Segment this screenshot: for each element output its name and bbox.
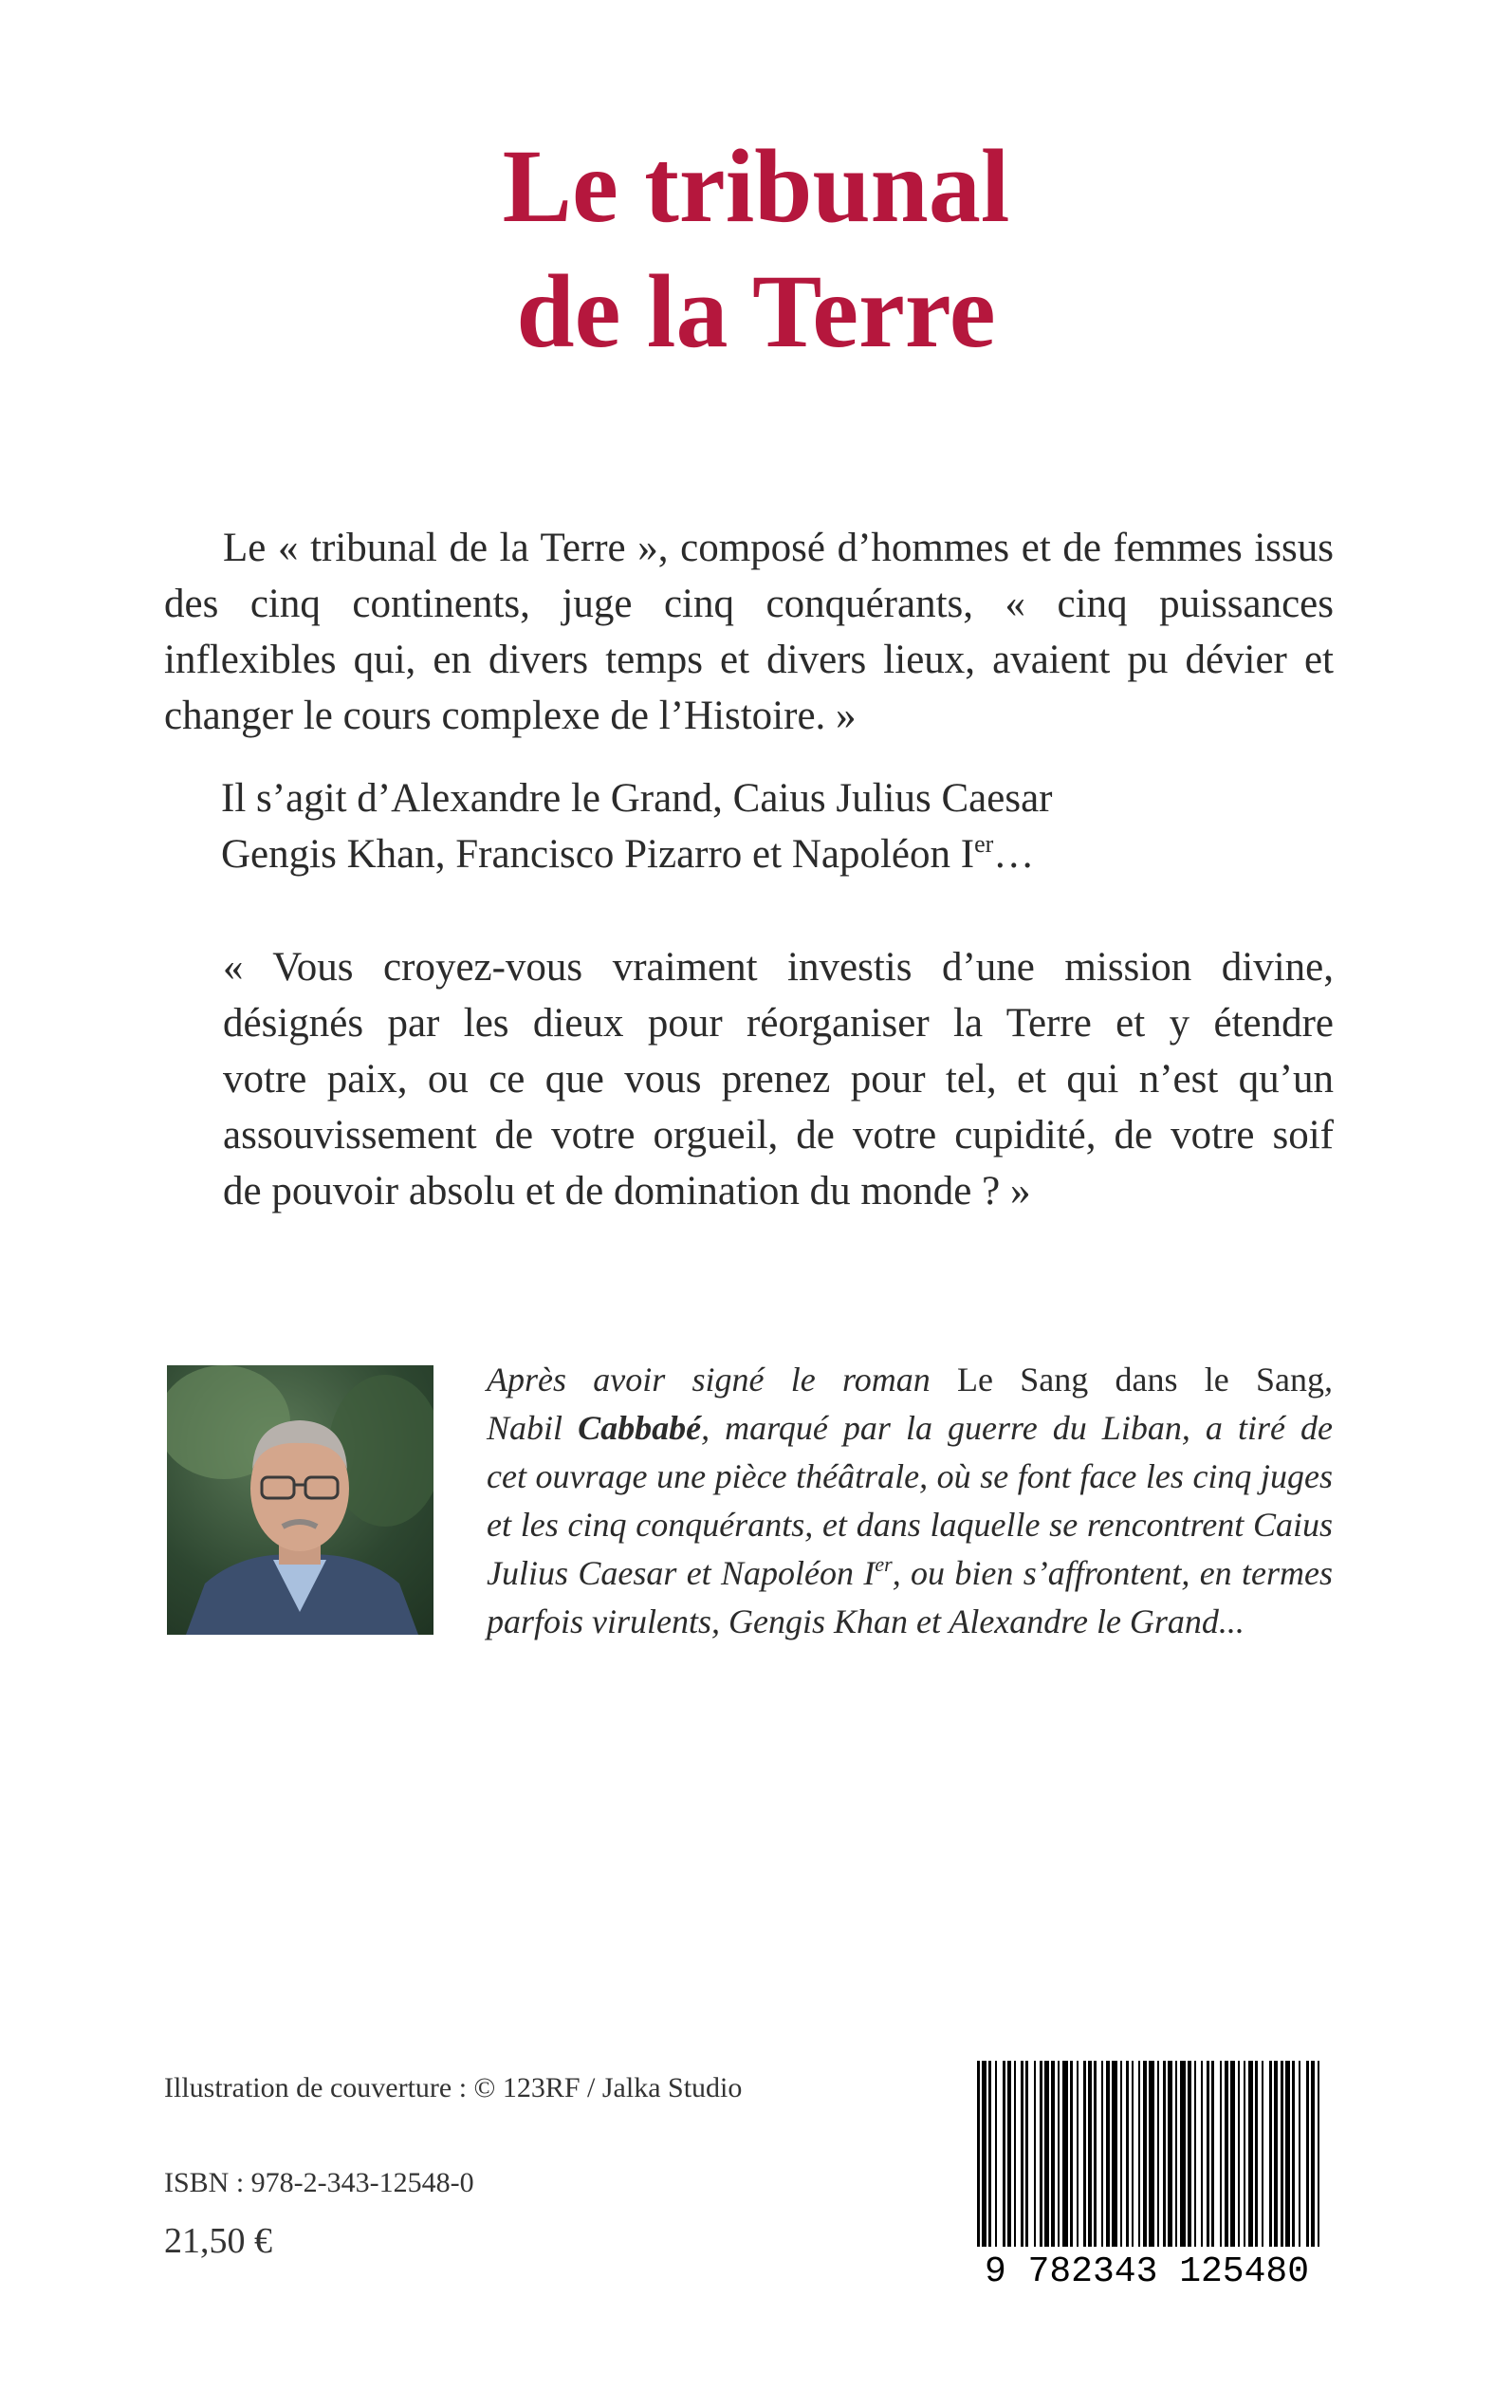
bio-text: Après avoir signé le roman — [487, 1361, 957, 1398]
barcode-bar — [1244, 2061, 1245, 2247]
barcode-bars — [977, 2061, 1319, 2247]
barcode-bar — [1138, 2061, 1140, 2247]
author-photo — [167, 1365, 433, 1635]
barcode-bar — [1106, 2061, 1110, 2247]
barcode-bar — [1094, 2061, 1097, 2247]
bio-text: , — [1324, 1361, 1334, 1398]
barcode-bar — [977, 2061, 980, 2247]
barcode-bar — [1149, 2061, 1154, 2247]
barcode-bar — [1201, 2061, 1203, 2247]
quote-line-1: « Vous croyez-vous vraiment investis d’une mission divine, — [223, 945, 1334, 990]
barcode-bar — [1269, 2061, 1272, 2247]
barcode-bar — [1311, 2061, 1315, 2247]
barcode-bar — [988, 2061, 991, 2247]
barcode-bar — [1083, 2061, 1086, 2247]
barcode-bar — [1007, 2061, 1011, 2247]
barcode-bar — [1062, 2061, 1068, 2247]
barcode-bar — [1292, 2061, 1295, 2247]
quote-line-3: votre paix, ou ce que vous prenez pour tel, et qui n’est qu’un — [223, 1057, 1334, 1102]
barcode-bar — [1318, 2061, 1319, 2247]
barcode-bar — [1207, 2061, 1209, 2247]
barcode-bar — [1126, 2061, 1129, 2247]
barcode-bar — [1248, 2061, 1253, 2247]
barcode-bar — [1188, 2061, 1191, 2247]
quote-line-4: assouvissement de votre orgueil, de votre cupidité, de votre soif — [223, 1113, 1334, 1158]
isbn: ISBN : 978-2-343-12548-0 — [164, 2167, 474, 2198]
bio-text: , marqué par la guerre du Liban, a tiré de — [701, 1409, 1334, 1447]
barcode-bar — [1003, 2061, 1005, 2247]
summary-p2-line-2: Gengis Khan, Francisco Pizarro et Napoléon I — [221, 832, 975, 877]
summary-paragraph-1: Le « tribunal de la Terre », composé d’hommes et de femmes issus des cinq continents, juge cinq conquérants, « cinq puissances inflexibles qui, en divers temps et divers lieux, avaient pu dévier et changer le cours complexe de l’Histoire. » — [164, 526, 1334, 738]
superscript-er: er — [974, 830, 994, 858]
barcode-bar — [1168, 2061, 1172, 2247]
barcode-bar — [1014, 2061, 1016, 2247]
barcode-bar — [1034, 2061, 1036, 2247]
barcode-bar — [1230, 2061, 1235, 2247]
barcode-bar — [1025, 2061, 1028, 2247]
summary-paragraph-2 — [221, 770, 1334, 882]
barcode-bar — [1120, 2061, 1122, 2247]
barcode-bar — [1238, 2061, 1240, 2247]
barcode-bar — [1021, 2061, 1023, 2247]
barcode-bar — [1285, 2061, 1290, 2247]
author-bio — [487, 1356, 1333, 1646]
barcode-bar — [1299, 2061, 1300, 2247]
barcode-bar — [1070, 2061, 1073, 2247]
barcode — [960, 2061, 1334, 2288]
book-title — [0, 123, 1512, 374]
barcode-bar — [982, 2061, 986, 2247]
bio-line-3: cet ouvrage une pièce théâtrale, où se font face les cinq juges — [487, 1457, 1333, 1495]
barcode-bar — [1157, 2061, 1159, 2247]
bio-line-2 — [487, 1404, 1333, 1453]
barcode-bar — [1101, 2061, 1103, 2247]
price: 21,50 € — [164, 2221, 272, 2261]
bio-text: , ou bien s’affrontent, en termes — [892, 1554, 1334, 1592]
author-surname: Cabbabé — [578, 1409, 702, 1447]
quote-line-5: de pouvoir absolu et de domination du monde ? » — [223, 1169, 1031, 1213]
barcode-bar — [1112, 2061, 1117, 2247]
barcode-bar — [1274, 2061, 1278, 2247]
barcode-digits: 9 782343 125480 — [984, 2251, 1310, 2288]
barcode-bar — [1051, 2061, 1055, 2247]
barcode-bar — [1044, 2061, 1049, 2247]
barcode-bar — [1281, 2061, 1283, 2247]
barcode-bar — [1077, 2061, 1079, 2247]
barcode-bar — [995, 2061, 997, 2247]
bio-text: Nabil — [487, 1409, 579, 1447]
bio-line-5 — [487, 1549, 1333, 1598]
barcode-bar — [1255, 2061, 1258, 2247]
barcode-bar — [1306, 2061, 1309, 2247]
novel-title: Le Sang dans le Sang — [956, 1361, 1325, 1398]
barcode-bar — [1220, 2061, 1222, 2247]
barcode-bar — [1040, 2061, 1042, 2247]
barcode-bar — [1058, 2061, 1060, 2247]
illustration-credit: Illustration de couverture : © 123RF / Jalka Studio — [164, 2072, 743, 2103]
ellipsis: … — [993, 832, 1035, 877]
superscript-er: er — [875, 1552, 893, 1576]
barcode-bar — [1175, 2061, 1177, 2247]
bio-line-1 — [487, 1356, 1333, 1404]
barcode-bar — [1225, 2061, 1228, 2247]
quote-paragraph — [164, 939, 1334, 1219]
bio-text: Julius Caesar et Napoléon I — [487, 1554, 876, 1592]
barcode-bar — [1088, 2061, 1092, 2247]
book-title-line-2: de la Terre — [516, 253, 996, 369]
quote-line-2: désignés par les dieux pour réorganiser la Terre et y étendre — [223, 1001, 1334, 1046]
barcode-bar — [1163, 2061, 1166, 2247]
barcode-bar — [1132, 2061, 1134, 2247]
barcode-bar — [1180, 2061, 1186, 2247]
summary-p2-line-1: Il s’agit d’Alexandre le Grand, Caius Julius Caesar — [221, 776, 1053, 821]
bio-line-4: et les cinq conquérants, et dans laquelle se rencontrent Caius — [487, 1506, 1333, 1544]
barcode-bar — [1211, 2061, 1214, 2247]
bio-line-6: parfois virulents, Gengis Khan et Alexandre le Grand... — [487, 1602, 1245, 1640]
barcode-bar — [1143, 2061, 1147, 2247]
barcode-bar — [1194, 2061, 1196, 2247]
barcode-bar — [1262, 2061, 1263, 2247]
book-title-line-1: Le tribunal — [502, 128, 1010, 244]
